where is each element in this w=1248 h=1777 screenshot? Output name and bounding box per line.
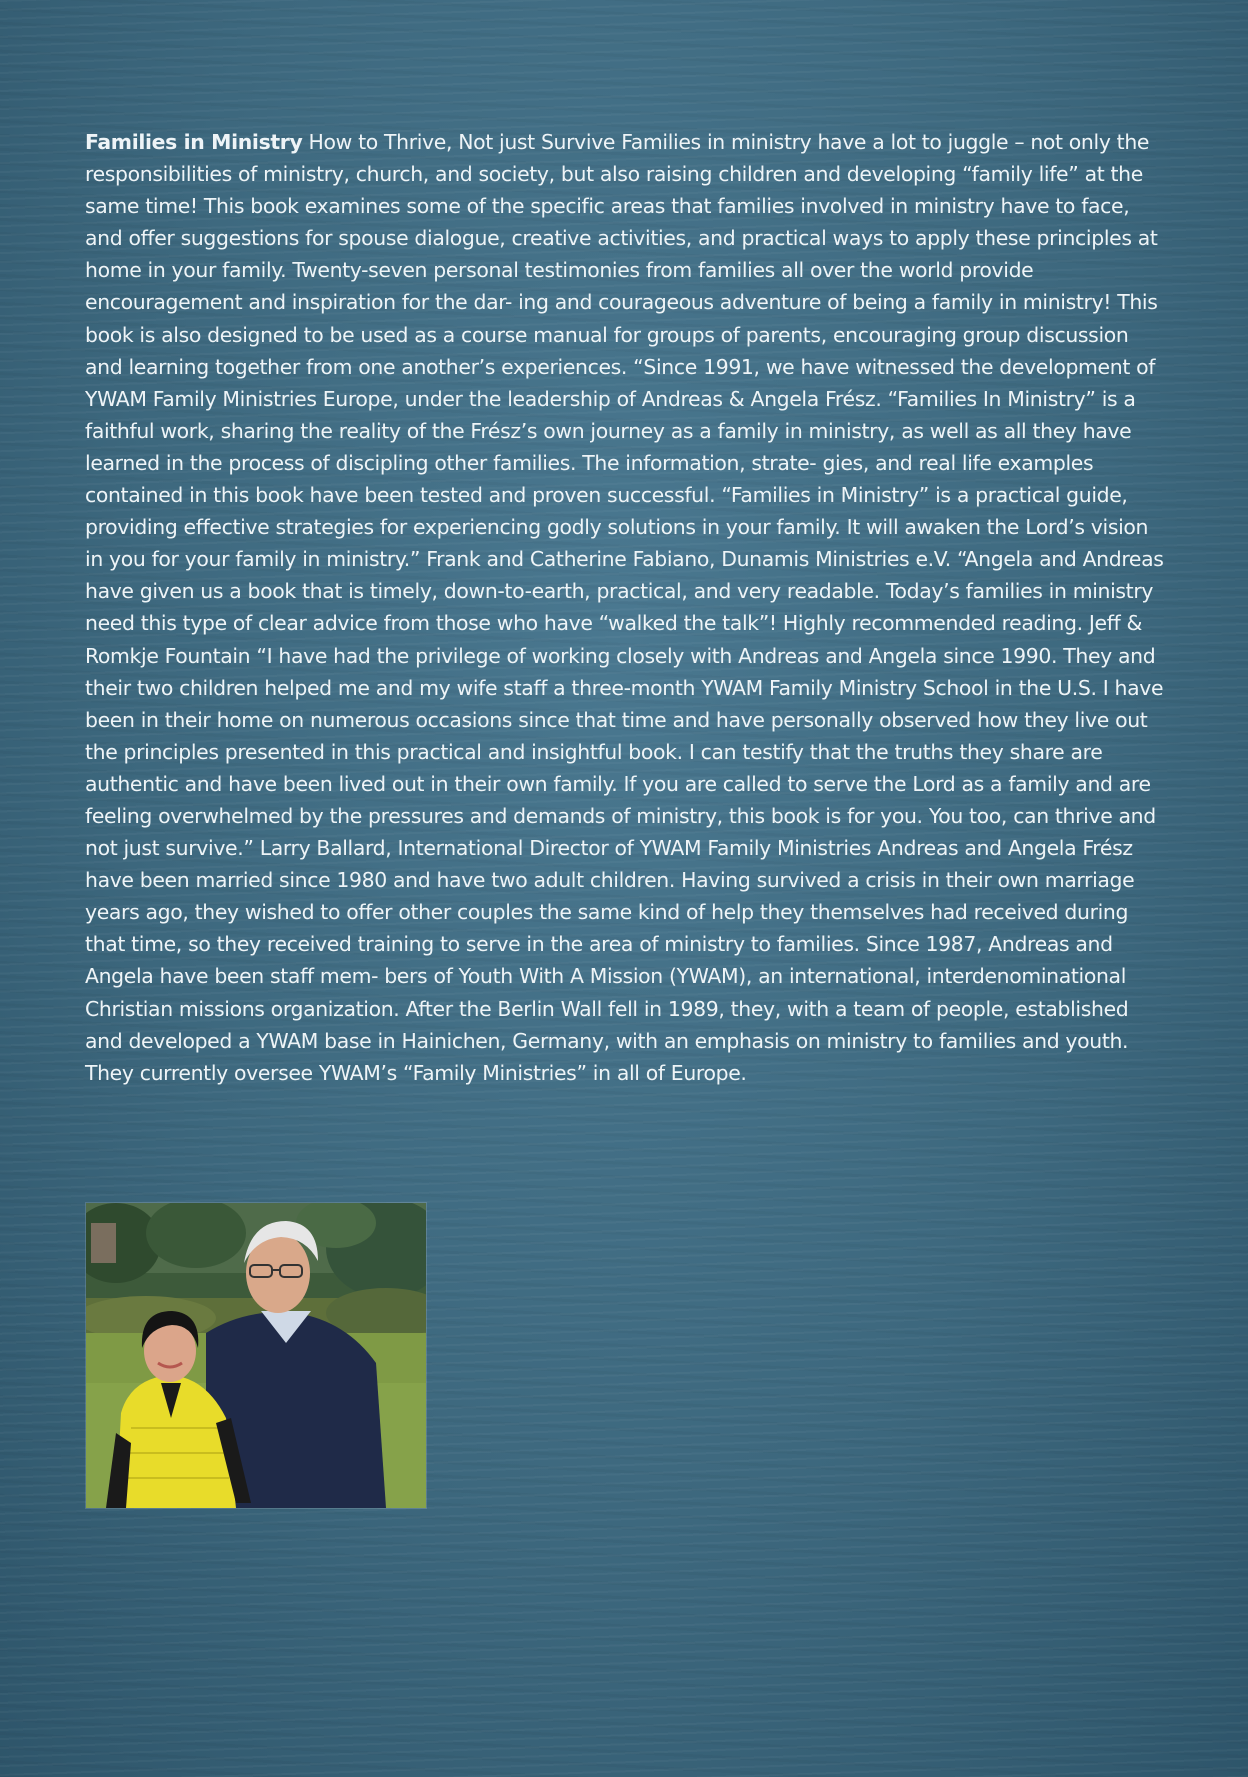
back-cover-blurb xyxy=(85,126,1170,1089)
book-title: Families in Ministry xyxy=(85,130,303,154)
blurb-body: How to Thrive, Not just Survive Families in ministry have a lot to juggle – not only the responsibilities of ministry, church, and society, but also raising children and developing “family life” at the same time! This book examines some of the specific areas that families involved in ministry have to face, and offer suggestions for spouse dialogue, creative activities, and practical ways to apply these principles at home in your family. Twenty-seven personal testimonies from families all over the world provide encouragement and inspiration for the dar- ing and courageous adventure of being a family in ministry! This book is also designed to be used as a course manual for groups of parents, encouraging group discussion and learning together from one another’s experiences. “Since 1991, we have witnessed the development of YWAM Family Ministries Europe, under the leadership of Andreas & Angela Frész. “Families In Ministry” is a faithful work, sharing the reality of the Frész’s own journey as a family in ministry, as well as all they have learned in the process of discipling other families. The information, strate- gies, and real life examples contained in this book have been tested and proven successful. “Families in Ministry” is a practical guide, providing effective strategies for experiencing godly solutions in your family. It will awaken the Lord’s vision in you for your family in ministry.” Frank and Catherine Fabiano, Dunamis Ministries e.V. “Angela and Andreas have given us a book that is timely, down-to-earth, practical, and very readable. Today’s families in ministry need this type of clear advice from those who have “walked the talk”! Highly recommended reading. Jeff & Romkje Fountain “I have had the privilege of working closely with Andreas and Angela since 1990. They and their two children helped me and my wife staff a three-month YWAM Family Ministry School in the U.S. I have been in their home on numerous occasions since that time and have personally observed how they live out the principles presented in this practical and insightful book. I can testify that the truths they share are authentic and have been lived out in their own family. If you are called to serve the Lord as a family and are feeling overwhelmed by the pressures and demands of ministry, this book is for you. You too, can thrive and not just survive.” Larry Ballard, International Director of YWAM Family Ministries Andreas and Angela Frész have been married since 1980 and have two adult children. Having survived a crisis in their own marriage years ago, they wished to offer other couples the same kind of help they themselves had received during that time, so they received training to serve in the area of ministry to families. Since 1987, Andreas and Angela have been staff mem- bers of Youth With A Mission (YWAM), an international, interdenominational Christian missions organization. After the Berlin Wall fell in 1989, they, with a team of people, established and developed a YWAM base in Hainichen, Germany, with an emphasis on ministry to families and youth. They currently oversee YWAM’s “Family Ministries” in all of Europe. xyxy=(85,130,1164,1085)
author-photo xyxy=(85,1202,427,1509)
